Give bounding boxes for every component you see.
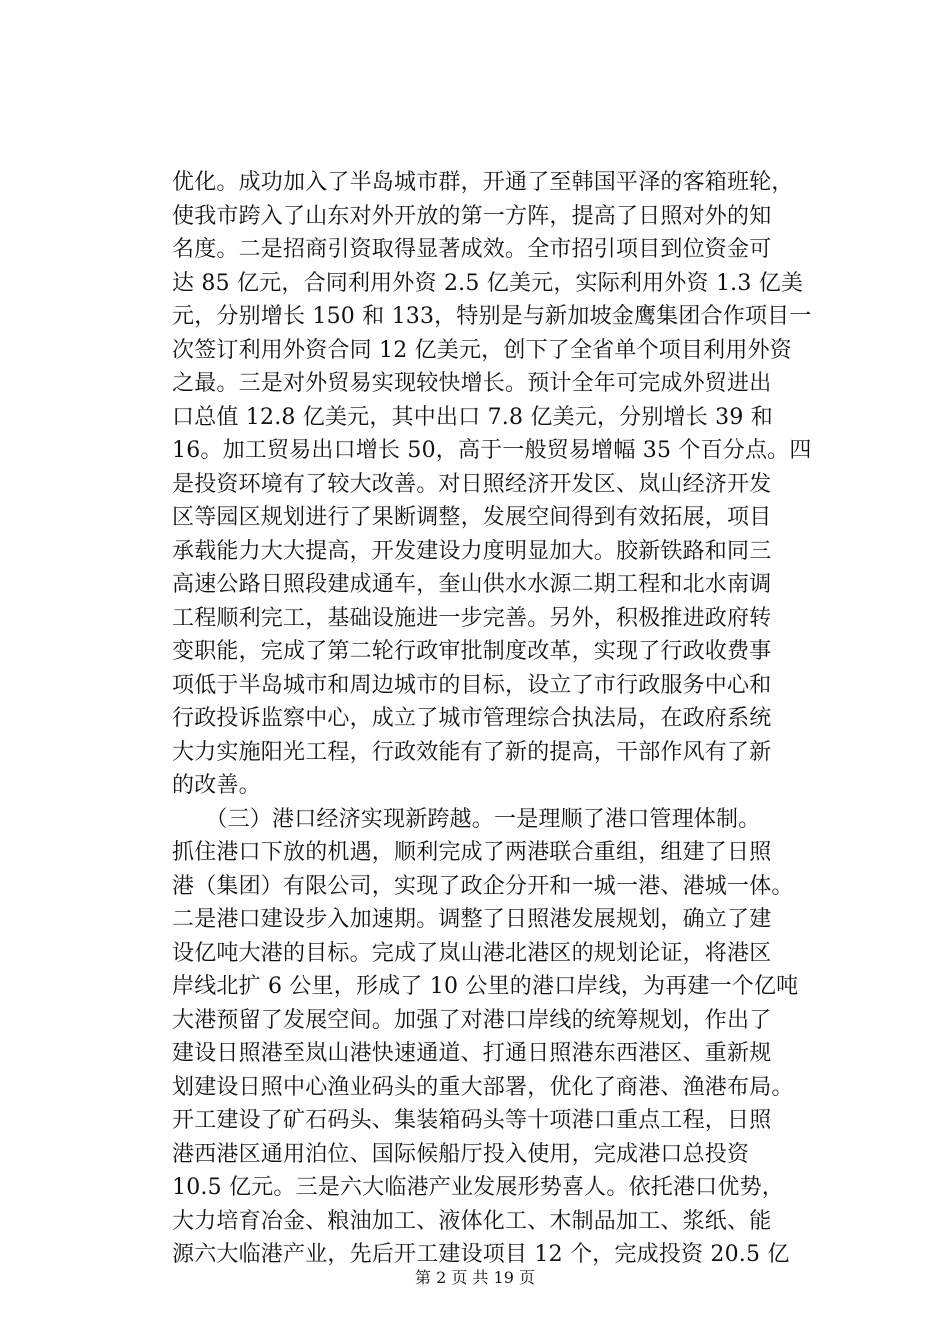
text-line: （三）港口经济实现新跨越。一是理顺了港口管理体制。 (172, 806, 761, 832)
text-line: 名度。二是招商引资取得显著成效。全市招引项目到位资金可 (172, 237, 772, 262)
text-line: 工程顺利完工，基础设施进一步完善。另外，积极推进政府转 (172, 605, 772, 631)
text-line: 大港预留了发展空间。加强了对港口岸线的统筹规划，作出了 (172, 1007, 772, 1033)
text-line: 次签订利用外资合同 12 亿美元，创下了全省单个项目利用外资 (172, 337, 792, 363)
text-line: 项低于半岛城市和周边城市的目标，设立了市行政服务中心和 (172, 672, 772, 698)
text-line: 口总值 12.8 亿美元，其中出口 7.8 亿美元，分别增长 39 和 (172, 404, 773, 430)
text-line: 16。加工贸易出口增长 50，高于一般贸易增幅 35 个百分点。四 (172, 438, 812, 463)
text-line: 岸线北扩 6 公里，形成了 10 公里的港口岸线，为再建一个亿吨 (172, 974, 799, 999)
text-line: 是投资环境有了较大改善。对日照经济开发区、岚山经济开发 (172, 471, 772, 497)
text-line: 二是港口建设步入加速期。调整了日照港发展规划，确立了建 (172, 907, 772, 932)
text-line: 10.5 亿元。三是六大临港产业发展形势喜人。依托港口优势， (172, 1175, 784, 1200)
text-line: 建设日照港至岚山港快速通道、打通日照港东西港区、重新规 (172, 1041, 772, 1066)
page-footer (0, 1268, 950, 1288)
text-line: 区等园区规划进行了果断调整，发展空间得到有效拓展，项目 (172, 505, 772, 530)
text-line: 大力实施阳光工程，行政效能有了新的提高，干部作风有了新 (172, 739, 772, 765)
text-line: 优化。成功加入了半岛城市群，开通了至韩国平泽的客箱班轮， (172, 170, 794, 195)
text-line: 达 85 亿元，合同利用外资 2.5 亿美元，实际利用外资 1.3 亿美 (172, 270, 804, 296)
text-line: 划建设日照中心渔业码头的重大部署，优化了商港、渔港布局。 (172, 1074, 794, 1100)
text-line: 开工建设了矿石码头、集装箱码头等十项港口重点工程，日照 (172, 1108, 772, 1133)
text-line: 的改善。 (172, 773, 261, 798)
text-line: 设亿吨大港的目标。完成了岚山港北港区的规划论证，将港区 (172, 940, 772, 966)
text-line: 变职能，完成了第二轮行政审批制度改革，实现了行政收费事 (172, 639, 772, 664)
text-line: 港（集团）有限公司，实现了政企分开和一城一港、港城一体。 (172, 873, 794, 899)
text-line: 承载能力大大提高，开发建设力度明显加大。胶新铁路和同三 (172, 538, 772, 564)
text-line: 源六大临港产业，先后开工建设项目 12 个，完成投资 20.5 亿 (172, 1242, 790, 1267)
page-number-label: 第 2 页 共 19 页 (415, 1268, 535, 1287)
text-line: 大力培育冶金、粮油加工、液体化工、木制品加工、浆纸、能 (172, 1208, 772, 1234)
text-line: 行政投诉监察中心，成立了城市管理综合执法局，在政府系统 (172, 706, 772, 731)
text-line: 使我市跨入了山东对外开放的第一方阵，提高了日照对外的知 (172, 203, 772, 229)
document-body (172, 166, 872, 1272)
text-line: 抓住港口下放的机遇，顺利完成了两港联合重组，组建了日照 (172, 840, 772, 865)
text-line: 港西港区通用泊位、国际候船厅投入使用，完成港口总投资 (172, 1141, 750, 1167)
text-line: 之最。三是对外贸易实现较快增长。预计全年可完成外贸进出 (172, 371, 772, 396)
text-line: 高速公路日照段建成通车，奎山供水水源二期工程和北水南调 (172, 572, 772, 597)
text-line: 元，分别增长 150 和 133，特别是与新加坡金鹰集团合作项目一 (172, 304, 812, 329)
